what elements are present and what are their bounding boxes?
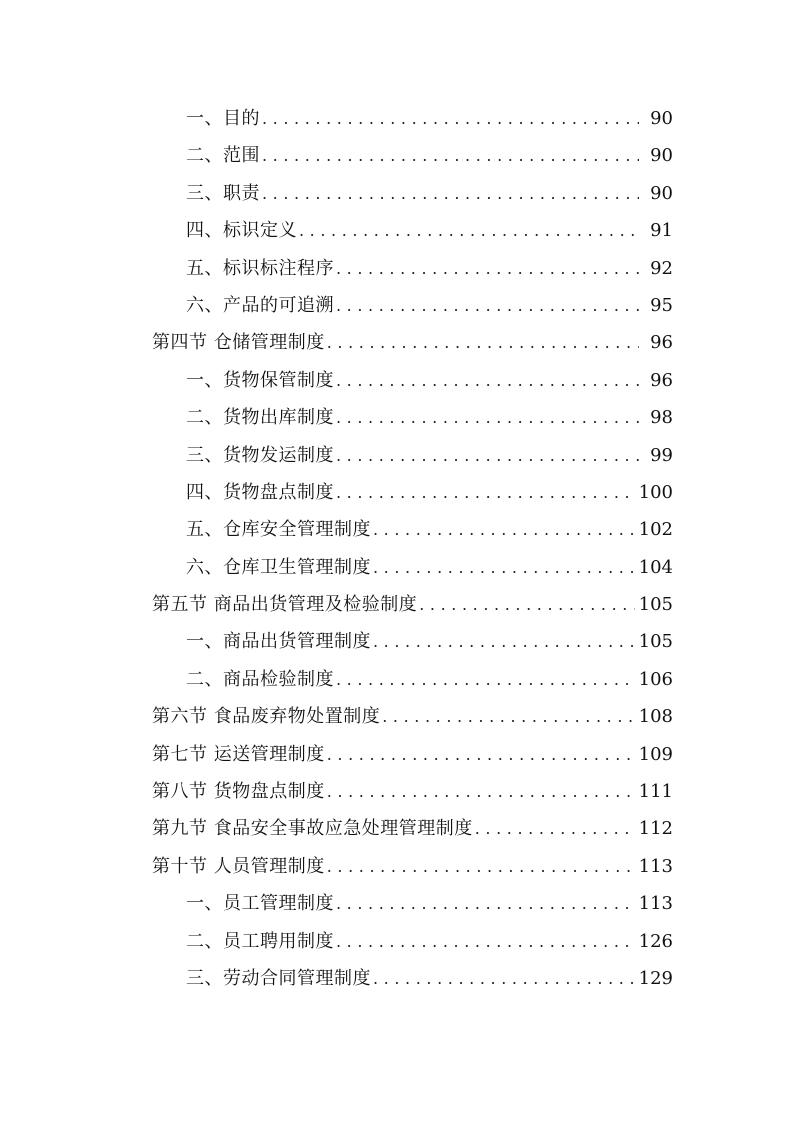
- toc-section-entry[interactable]: [0, 810, 793, 847]
- toc-entry[interactable]: [0, 623, 793, 660]
- dot-leader: [336, 250, 639, 287]
- table-of-contents: [0, 100, 793, 997]
- dot-leader: [373, 549, 635, 586]
- toc-entry-title: 六、产品的可追溯: [186, 294, 334, 316]
- toc-entry-page-number: 92: [650, 257, 673, 279]
- dot-leader: [373, 623, 635, 660]
- dot-leader: [336, 287, 639, 324]
- toc-entry-page-number: 108: [638, 706, 673, 728]
- toc-section-entry[interactable]: [0, 586, 793, 623]
- toc-entry-page-number: 96: [650, 332, 673, 354]
- dot-leader: [475, 810, 635, 847]
- toc-entry-page-number: 98: [650, 407, 673, 429]
- toc-entry-title: 四、标识定义: [186, 220, 297, 242]
- toc-entry[interactable]: [0, 175, 793, 212]
- toc-entry-title: 一、商品出货管理制度: [186, 631, 371, 653]
- toc-entry-page-number: 90: [650, 182, 673, 204]
- toc-section-entry[interactable]: [0, 736, 793, 773]
- toc-entry-page-number: 126: [638, 930, 673, 952]
- toc-entry-title: 第七节 运送管理制度: [152, 743, 325, 765]
- toc-entry[interactable]: [0, 137, 793, 174]
- dot-leader: [327, 324, 639, 361]
- toc-entry-title: 五、仓库安全管理制度: [186, 519, 371, 541]
- dot-leader: [336, 362, 639, 399]
- toc-entry[interactable]: [0, 362, 793, 399]
- dot-leader: [336, 885, 635, 922]
- toc-entry[interactable]: [0, 549, 793, 586]
- dot-leader: [262, 100, 639, 137]
- toc-entry-page-number: 100: [638, 481, 673, 503]
- toc-entry-title: 第四节 仓储管理制度: [152, 332, 325, 354]
- toc-entry-page-number: 102: [638, 519, 673, 541]
- toc-entry[interactable]: [0, 511, 793, 548]
- toc-entry-page-number: 95: [650, 294, 673, 316]
- toc-entry[interactable]: [0, 250, 793, 287]
- toc-entry[interactable]: [0, 474, 793, 511]
- toc-entry[interactable]: [0, 960, 793, 997]
- toc-entry[interactable]: [0, 399, 793, 436]
- dot-leader: [327, 773, 635, 810]
- dot-leader: [382, 698, 634, 735]
- toc-entry-title: 第十节 人员管理制度: [152, 855, 325, 877]
- toc-entry-page-number: 90: [650, 108, 673, 129]
- toc-entry-title: 二、范围: [186, 145, 260, 167]
- dot-leader: [336, 399, 639, 436]
- dot-leader: [419, 586, 634, 623]
- dot-leader: [336, 661, 635, 698]
- toc-entry-title: 一、员工管理制度: [186, 893, 334, 915]
- toc-entry[interactable]: [0, 212, 793, 249]
- dot-leader: [336, 474, 635, 511]
- toc-entry-title: 第六节 食品废弃物处置制度: [152, 706, 381, 728]
- toc-entry-page-number: 90: [650, 145, 673, 167]
- dot-leader: [299, 212, 639, 249]
- dot-leader: [327, 736, 635, 773]
- toc-entry-page-number: 111: [638, 781, 673, 803]
- toc-entry-page-number: 113: [638, 893, 673, 915]
- toc-section-entry[interactable]: [0, 773, 793, 810]
- toc-entry-title: 第八节 货物盘点制度: [152, 781, 325, 803]
- toc-entry[interactable]: [0, 923, 793, 960]
- toc-entry-title: 二、员工聘用制度: [186, 930, 334, 952]
- dot-leader: [373, 511, 635, 548]
- toc-entry-page-number: 113: [638, 855, 673, 877]
- toc-entry[interactable]: [0, 437, 793, 474]
- toc-entry-title: 四、货物盘点制度: [186, 481, 334, 503]
- toc-entry[interactable]: [0, 287, 793, 324]
- toc-entry-page-number: 99: [650, 444, 673, 466]
- dot-leader: [262, 175, 639, 212]
- toc-entry-title: 第九节 食品安全事故应急处理管理制度: [152, 818, 473, 840]
- dot-leader: [373, 960, 635, 997]
- toc-section-entry[interactable]: [0, 698, 793, 735]
- toc-entry-title: 一、目的: [186, 108, 260, 129]
- dot-leader: [336, 923, 635, 960]
- toc-entry-page-number: 104: [638, 556, 673, 578]
- dot-leader: [327, 848, 635, 885]
- toc-section-entry[interactable]: [0, 324, 793, 361]
- toc-entry-page-number: 129: [638, 967, 673, 989]
- toc-entry-page-number: 112: [638, 818, 673, 840]
- toc-entry-title: 二、商品检验制度: [186, 668, 334, 690]
- toc-entry-page-number: 105: [638, 631, 673, 653]
- toc-entry-title: 一、货物保管制度: [186, 369, 334, 391]
- toc-entry[interactable]: [0, 661, 793, 698]
- toc-entry-title: 六、仓库卫生管理制度: [186, 556, 371, 578]
- toc-entry-title: 三、货物发运制度: [186, 444, 334, 466]
- toc-entry-page-number: 106: [638, 668, 673, 690]
- toc-entry-title: 第五节 商品出货管理及检验制度: [152, 594, 418, 616]
- dot-leader: [336, 437, 639, 474]
- dot-leader: [262, 137, 639, 174]
- toc-entry-page-number: 109: [638, 743, 673, 765]
- toc-entry-title: 三、劳动合同管理制度: [186, 967, 371, 989]
- toc-entry-title: 五、标识标注程序: [186, 257, 334, 279]
- toc-entry[interactable]: [0, 885, 793, 922]
- toc-entry-title: 三、职责: [186, 182, 260, 204]
- toc-entry-page-number: 91: [650, 220, 673, 242]
- toc-entry[interactable]: [0, 100, 793, 137]
- toc-entry-page-number: 105: [638, 594, 673, 616]
- toc-entry-title: 二、货物出库制度: [186, 407, 334, 429]
- toc-section-entry[interactable]: [0, 848, 793, 885]
- toc-entry-page-number: 96: [650, 369, 673, 391]
